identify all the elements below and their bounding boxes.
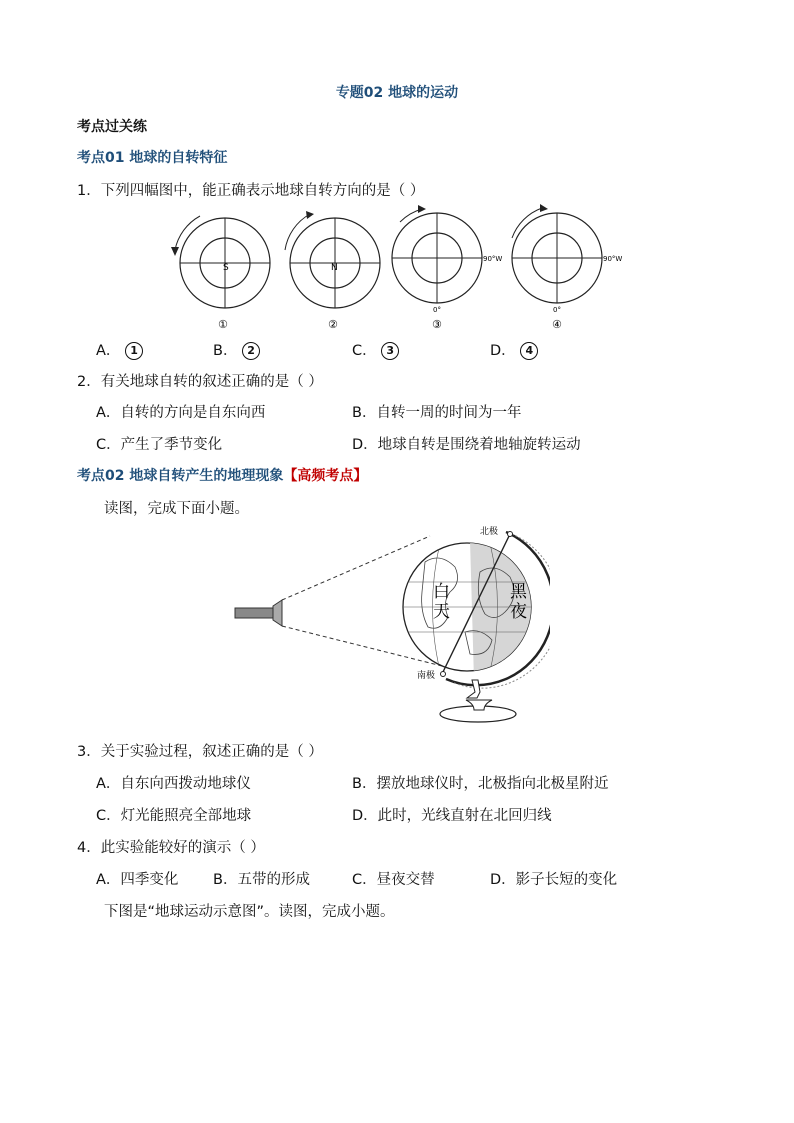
q1-option-a[interactable] <box>96 339 143 360</box>
q1-option-d-letter: D． <box>490 343 516 359</box>
q1-option-c-value: 3 <box>381 342 399 360</box>
diagram-1 <box>171 216 270 331</box>
diagram-3-caption: ③ <box>432 318 442 331</box>
q2-option-b[interactable]: B．自转一周的时间为一年 <box>352 405 522 421</box>
flashlight-icon <box>235 608 273 618</box>
night-label-2: 夜 <box>510 602 527 622</box>
diagram-2 <box>285 211 380 331</box>
diagram-4-caption: ④ <box>552 318 562 331</box>
diagram-3-bottom-label: 0° <box>433 306 441 314</box>
q3-option-d[interactable]: D．此时，光线直射在北回归线 <box>352 808 552 824</box>
q1-option-b-letter: B． <box>213 343 238 359</box>
q2-stem: 2．有关地球自转的叙述正确的是（ ） <box>77 374 323 390</box>
q1-option-a-value: 1 <box>125 342 143 360</box>
q4-option-b[interactable]: B．五带的形成 <box>213 872 310 888</box>
q2-option-a[interactable]: A．自转的方向是自东向西 <box>96 405 266 421</box>
q1-option-c[interactable] <box>352 339 399 360</box>
diagram-4-meridian-label: 90°W <box>603 255 623 263</box>
kp2-label: 考点02 地球自转产生的地理现象 <box>77 468 284 484</box>
kp2-heading <box>77 465 367 485</box>
q3-option-b[interactable]: B．摆放地球仪时，北极指向北极星附近 <box>352 776 609 792</box>
q1-option-b-value: 2 <box>242 342 260 360</box>
diagram-4-bottom-label: 0° <box>553 306 561 314</box>
read-instruction: 读图，完成下面小题。 <box>104 501 249 517</box>
kp1-heading: 考点01 地球的自转特征 <box>77 150 228 166</box>
north-pole-label: 北极 <box>480 527 499 537</box>
diagram-2-center-letter: N <box>331 263 338 273</box>
south-pole-label: 南极 <box>417 671 436 681</box>
q4-option-d[interactable]: D．影子长短的变化 <box>490 872 618 888</box>
q3-stem: 3．关于实验过程，叙述正确的是（ ） <box>77 744 323 760</box>
diagram-2-caption: ② <box>328 318 338 331</box>
diagram-4 <box>512 204 622 331</box>
q4-option-a[interactable]: A．四季变化 <box>96 872 179 888</box>
q2-option-c[interactable]: C．产生了季节变化 <box>96 437 223 453</box>
q1-option-c-letter: C． <box>352 343 377 359</box>
q4-stem: 4．此实验能较好的演示（ ） <box>77 840 265 856</box>
q1-figure <box>160 200 640 335</box>
diagram-1-caption: ① <box>218 318 228 331</box>
day-label-1: 白 <box>433 582 450 602</box>
q1-option-a-letter: A． <box>96 343 121 359</box>
q3-option-a[interactable]: A．自东向西拨动地球仪 <box>96 776 251 792</box>
closing-instruction: 下图是“地球运动示意图”。读图，完成小题。 <box>104 904 395 920</box>
section-heading: 考点过关练 <box>77 119 147 135</box>
q4-option-c[interactable]: C．昼夜交替 <box>352 872 435 888</box>
q1-option-d[interactable] <box>490 339 538 360</box>
q1-stem: 1．下列四幅图中，能正确表示地球自转方向的是（ ） <box>77 183 425 199</box>
q3-option-c[interactable]: C．灯光能照亮全部地球 <box>96 808 252 824</box>
diagram-3-meridian-label: 90°W <box>483 255 503 263</box>
page-title: 专题02 地球的运动 <box>335 85 459 101</box>
q2-option-d[interactable]: D．地球自转是围绕着地轴旋转运动 <box>352 437 581 453</box>
globe-figure <box>230 522 550 728</box>
diagram-1-center-letter: S <box>223 263 229 273</box>
kp2-tag: 【高频考点】 <box>283 468 368 484</box>
q1-option-b[interactable] <box>213 339 260 360</box>
day-label-2: 天 <box>433 602 450 622</box>
diagram-3 <box>392 205 502 331</box>
q1-option-d-value: 4 <box>520 342 538 360</box>
night-label-1: 黑 <box>510 582 527 602</box>
